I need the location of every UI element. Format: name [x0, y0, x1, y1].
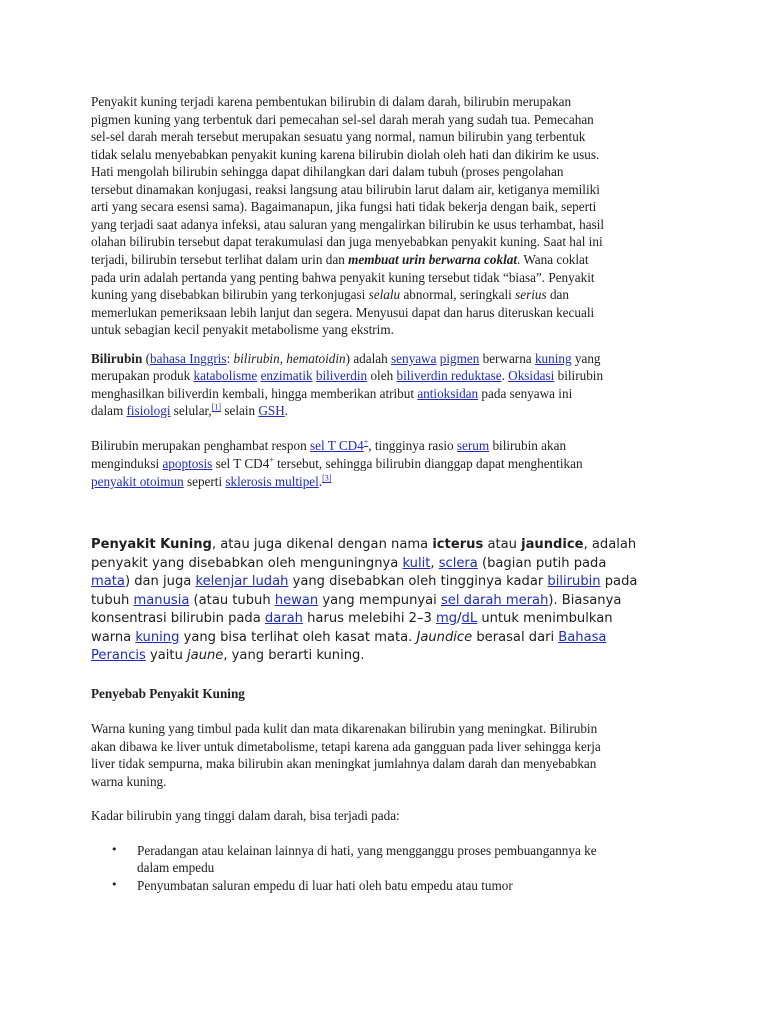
hyperlink[interactable]: GSH: [258, 402, 285, 418]
bullet-marker: •: [111, 843, 118, 856]
text-run: berasal dari: [472, 629, 559, 645]
text-run: . Wana coklat: [517, 251, 589, 267]
hyperlink[interactable]: fisiologi: [126, 402, 171, 418]
text-run: , atau juga dikenal dengan nama: [211, 537, 433, 552]
hyperlink[interactable]: kuning: [534, 351, 572, 366]
text-run: bilirubin: [554, 368, 604, 384]
hyperlink[interactable]: sel T CD4: [310, 438, 364, 453]
text-run: oleh: [367, 368, 397, 384]
text-run: yang: [571, 351, 601, 366]
list-item: Peradangan atau kelainan lainnya di hati, yang mengganggu proses pembuangannya ke: [137, 843, 597, 858]
hyperlink[interactable]: bahasa Inggris: [150, 351, 227, 366]
text-run: sel-sel darah merah tersebut merupakan sesuatu yang normal, namun bilirubin yang terbentuk: [91, 129, 586, 145]
text-line: [91, 385, 572, 403]
text-run: (atau tubuh: [189, 592, 275, 608]
text-run: , tingginya rasio: [368, 438, 457, 453]
text-line: [91, 720, 597, 738]
hyperlink[interactable]: hewan: [274, 592, 319, 608]
text-run: Bilirubin: [91, 351, 143, 366]
text-run: tubuh: [91, 592, 134, 608]
text-run: /: [457, 611, 462, 626]
text-run: , adalah: [583, 537, 637, 552]
text-run: bilirubin, hematoidin: [233, 351, 346, 366]
hyperlink[interactable]: penyakit otoimun: [91, 474, 184, 489]
text-run: jaune: [187, 648, 224, 663]
hyperlink[interactable]: mata: [91, 574, 125, 589]
section-heading: Penyebab Penyakit Kuning: [91, 686, 245, 701]
hyperlink[interactable]: pigmen: [439, 351, 480, 366]
text-run: olahan bilirubin tersebut dapat terakumulasi dan juga menyebabkan penyakit kuning. Saat hal ini: [91, 234, 603, 250]
text-run: membuat urin berwarna coklat: [348, 251, 517, 267]
hyperlink[interactable]: biliverdin reduktase: [396, 368, 502, 384]
hyperlink[interactable]: Bahasa: [558, 629, 607, 645]
text-line: [91, 350, 601, 368]
text-line: [91, 437, 566, 455]
text-run: merupakan produk: [91, 368, 194, 384]
hyperlink[interactable]: mg: [436, 611, 458, 626]
text-run: arti yang secara esensi sama). Bagaimanapun, jika fungsi hati tidak bekerja dengan baik, seperti: [91, 199, 597, 215]
text-line: [91, 555, 606, 573]
text-run: .: [501, 368, 509, 384]
text-run: serius: [515, 287, 547, 303]
text-run: ) dan juga: [124, 574, 196, 589]
text-line: [91, 402, 288, 420]
hyperlink[interactable]: [3]: [322, 473, 332, 483]
text-run: menghasilkan biliverdin kembali, hingga memberikan atribut: [91, 385, 418, 401]
hyperlink[interactable]: biliverdin: [315, 368, 368, 384]
text-line: [91, 738, 601, 756]
text-line: [91, 269, 595, 287]
text-run: pigmen kuning yang terbentuk dari pemecahan sel-sel darah merah yang sudah tua. Pemecahan: [91, 111, 594, 127]
text-run: kuning yang disebabkan bilirubin yang terkonjugasi: [91, 287, 369, 303]
text-run: .: [284, 402, 289, 418]
text-run: abnormal, seringkali: [400, 287, 516, 303]
hyperlink[interactable]: sel darah merah: [440, 592, 549, 608]
text-run: , yang berarti kuning.: [223, 648, 365, 663]
text-line: [91, 198, 596, 216]
text-run: ,: [430, 555, 439, 571]
text-line: [91, 181, 600, 199]
hyperlink[interactable]: bilirubin: [547, 574, 601, 589]
text-line: [91, 146, 599, 164]
paragraph-kadar-bilirubin: Kadar bilirubin yang tinggi dalam darah, bisa terjadi pada:: [91, 808, 400, 823]
text-run: harus melebihi 2–3: [302, 611, 437, 626]
text-run: warna kuning.: [91, 773, 167, 789]
hyperlink[interactable]: +: [363, 437, 369, 447]
text-run: memerlukan pemeriksaan lebih lanjut dan segera. Menyusui dapat dan harus diteruskan kecuali: [91, 304, 595, 320]
text-line: [91, 647, 365, 665]
text-line: [91, 367, 603, 385]
text-line: [91, 163, 563, 181]
text-run: (: [142, 351, 151, 366]
text-line: [91, 573, 637, 591]
text-run: dalam: [91, 402, 127, 418]
text-run: tersebut, sehingga bilirubin dianggap dapat menghentikan: [273, 456, 583, 471]
hyperlink[interactable]: enzimatik: [260, 368, 313, 384]
list-item: Penyumbatan saluran empedu di luar hati oleh batu empedu atau tumor: [137, 878, 513, 893]
text-run: (bagian putih pada: [477, 555, 607, 571]
text-line: [91, 473, 331, 491]
text-run: menginduksi: [91, 456, 163, 471]
text-line: [91, 216, 604, 234]
text-run: selain: [221, 402, 259, 418]
text-line: [91, 304, 594, 322]
text-run: +: [269, 455, 274, 465]
hyperlink[interactable]: dL: [461, 611, 478, 626]
text-run: bilirubin akan: [489, 438, 567, 453]
text-run: tersebut dinamakan konjugasi, reaksi langsung atau bilirubin larut dalam air, ketiganya memiliki: [91, 181, 600, 197]
hyperlink[interactable]: Perancis: [91, 648, 146, 663]
text-line: [91, 321, 394, 339]
text-run: berwarna: [479, 351, 535, 366]
text-run: akan dibawa ke liver untuk dimetabolisme, tetapi karena ada gangguan pada liver sehingga kerja: [91, 738, 601, 754]
text-run: .: [318, 474, 323, 489]
text-run: Jaundice: [416, 629, 473, 645]
text-run: untuk menimbulkan: [477, 611, 613, 626]
text-run: yaitu: [145, 648, 188, 663]
text-run: selalu: [368, 287, 401, 303]
bullet-marker: •: [111, 878, 118, 891]
text-run: terjadi, bilirubin tersebut terlihat dalam urin dan: [91, 251, 349, 267]
text-run: sel T CD4: [212, 456, 270, 471]
text-line: [91, 592, 621, 610]
hyperlink[interactable]: Oksidasi: [508, 368, 555, 384]
text-run: seperti: [183, 474, 226, 489]
text-line: [91, 629, 606, 647]
text-run: Hati mengolah bilirubin sehingga dapat dihilangkan dari dalam tubuh (proses pengolahan: [91, 164, 564, 180]
text-run: selular,: [170, 402, 212, 418]
text-run: atau: [483, 537, 522, 552]
text-run: yang mempunyai: [318, 592, 441, 608]
text-line: [91, 233, 603, 251]
text-line: [91, 93, 571, 111]
hyperlink[interactable]: sclera: [438, 555, 478, 571]
text-run: ). Biasanya: [548, 592, 622, 608]
text-run: :: [226, 351, 234, 366]
text-run: pada: [600, 574, 638, 589]
text-line: [91, 610, 613, 628]
text-run: jaundice: [521, 537, 584, 552]
text-line: [91, 111, 594, 129]
text-run: ) adalah: [345, 351, 392, 366]
hyperlink[interactable]: kuning: [135, 629, 180, 645]
text-run: Penyakit Kuning: [91, 537, 212, 552]
hyperlink[interactable]: antioksidan: [417, 385, 479, 401]
text-run: pada urin adalah pertanda yang penting bahwa penyakit kuning tersebut tidak “biasa”. Penyakit: [91, 269, 595, 285]
text-run: warna: [91, 629, 136, 645]
text-run: yang bisa terlihat oleh kasat mata.: [179, 629, 417, 645]
text-run: liver tidak sempurna, maka bilirubin akan meningkat jumlahnya dalam darah dan menyebabkan: [91, 756, 597, 771]
text-line: [91, 455, 583, 473]
text-run: pada senyawa ini: [478, 385, 573, 401]
text-run: Bilirubin merupakan penghambat respon: [91, 438, 311, 453]
text-line: [91, 286, 569, 304]
text-line: [91, 251, 589, 269]
hyperlink[interactable]: darah: [264, 611, 303, 626]
hyperlink[interactable]: kelenjar ludah: [195, 574, 289, 589]
text-run: yang disebabkan oleh tingginya kadar: [288, 574, 548, 589]
text-run: tidak selalu menyebabkan penyakit kuning karena bilirubin diolah oleh hati dan dikirim ke usus.: [91, 146, 600, 162]
text-run: yang terjadi saat adanya infeksi, atau saluran yang mengalirkan bilirubin ke usus terhambat, hasil: [91, 216, 605, 232]
hyperlink[interactable]: senyawa: [391, 351, 437, 366]
text-line: [91, 755, 596, 773]
hyperlink[interactable]: katabolisme: [193, 368, 258, 384]
text-run: dan: [546, 287, 569, 303]
hyperlink[interactable]: apoptosis: [162, 456, 213, 471]
text-run: Warna kuning yang timbul pada kulit dan mata dikarenakan bilirubin yang meningkat. Bilirubin: [91, 721, 598, 736]
text-run: untuk sebagian kecil penyakit metabolisme yang ekstrim.: [91, 322, 394, 338]
text-line: [91, 128, 585, 146]
hyperlink[interactable]: serum: [456, 438, 490, 453]
text-run: penyakit yang disebabkan oleh menguningnya: [91, 555, 403, 571]
hyperlink[interactable]: kulit: [402, 555, 431, 571]
hyperlink[interactable]: manusia: [133, 592, 190, 608]
list-item-continuation: dalam empedu: [137, 860, 215, 875]
text-run: Penyakit kuning terjadi karena pembentukan bilirubin di dalam darah, bilirubin merupakan: [91, 94, 572, 109]
text-line: [91, 773, 166, 791]
text-line: [91, 536, 636, 554]
text-run: icterus: [432, 537, 484, 552]
hyperlink[interactable]: [1]: [211, 402, 222, 412]
text-run: konsentrasi bilirubin pada: [91, 611, 265, 626]
hyperlink[interactable]: sklerosis multipel: [225, 474, 319, 489]
